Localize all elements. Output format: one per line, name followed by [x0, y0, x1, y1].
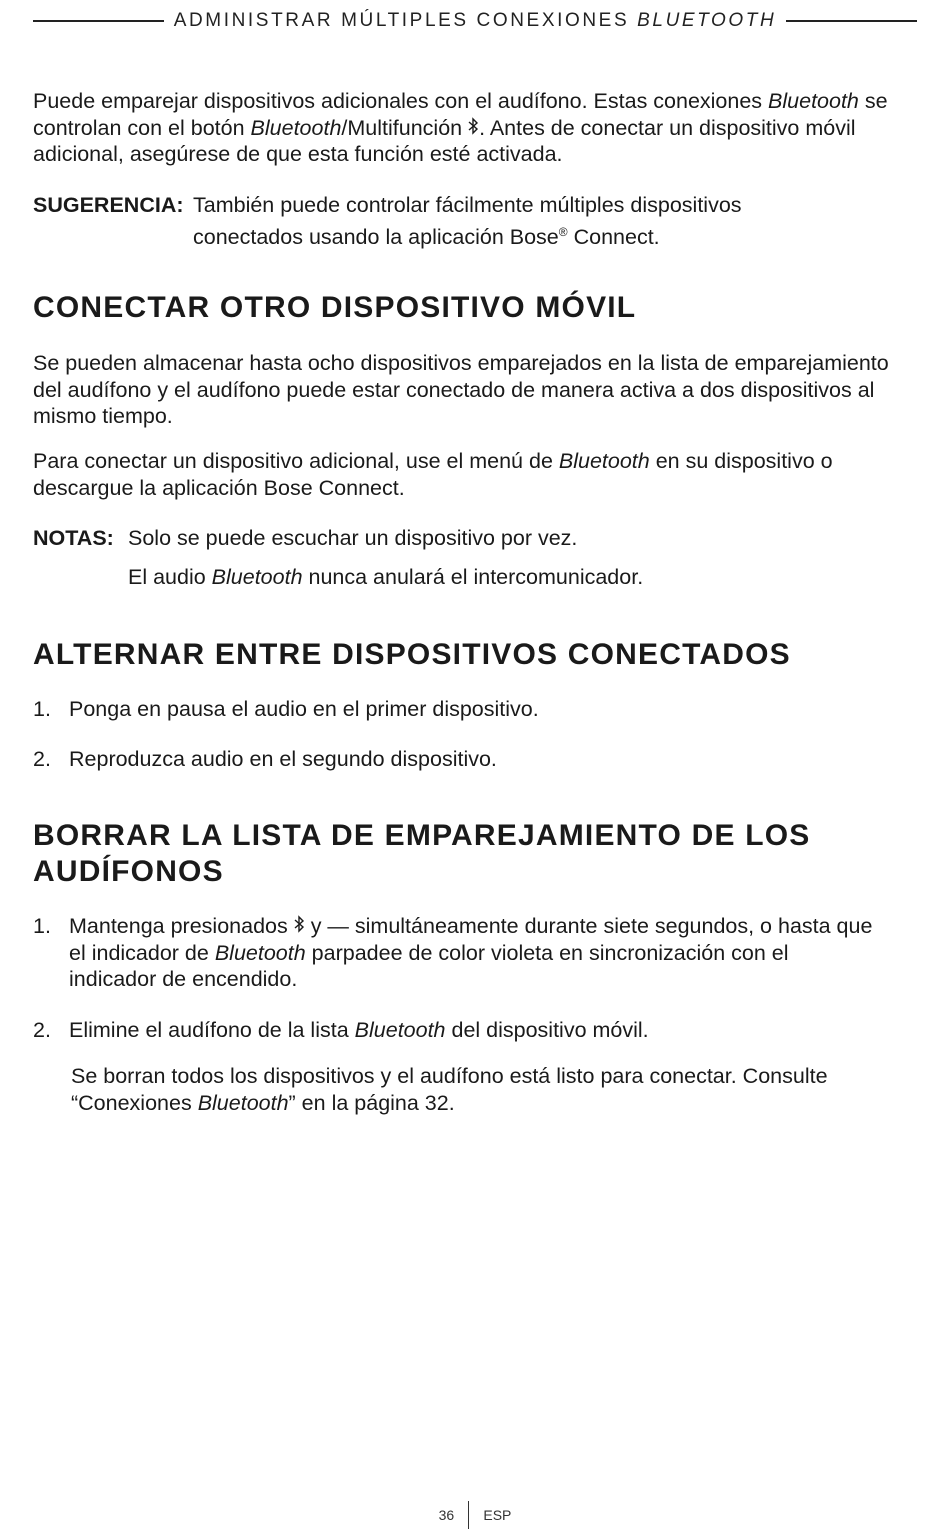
- bluetooth-icon: [294, 915, 305, 936]
- list-item: 2. Elimine el audífono de la lista Bluetooth del dispositivo móvil.: [33, 1018, 649, 1042]
- note-item: Solo se puede escuchar un dispositivo por vez.: [128, 526, 578, 550]
- page-header: [33, 8, 917, 34]
- list-item: 2. Reproduzca audio en el segundo dispositivo.: [33, 747, 497, 771]
- list-item: 1. Ponga en pausa el audio en el primer dispositivo.: [33, 697, 539, 721]
- bluetooth-icon: [468, 117, 479, 138]
- header-title-italic: BLUETOOTH: [637, 10, 777, 31]
- header-rule-left: [33, 20, 164, 22]
- list-item: 1. Mantenga presionados y — simultáneamente durante siete segundos, o hasta que el indicador de Bluetooth parpadee de color violeta en sincronización con el indicador de encendido.: [33, 914, 873, 991]
- intro-paragraph: Puede emparejar dispositivos adicionales con el audífono. Estas conexiones Bluetooth se controlan con el botón Bluetooth/Multifunción . Antes de conectar un dispositivo móvil adicional, asegúrese de que esta función esté activada.: [33, 89, 888, 166]
- header-title: [164, 10, 787, 32]
- section1-paragraph-2: Para conectar un dispositivo adicional, use el menú de Bluetooth en su dispositivo o descargue la aplicación Bose Connect.: [33, 449, 833, 500]
- notes-block: [33, 525, 917, 590]
- page-footer: [0, 1500, 950, 1530]
- notes-list: [128, 525, 643, 590]
- section1-paragraph-1: Se pueden almacenar hasta ocho dispositivos emparejados en la lista de emparejamiento del audífono y el audífono puede estar conectado de manera activa a dos dispositivos al mismo tiempo.: [33, 351, 889, 428]
- list-item-followup: Se borran todos los dispositivos y el audífono está listo para conectar. Consulte “Conexiones Bluetooth” en la página 32.: [71, 1064, 828, 1115]
- section-heading-switch: ALTERNAR ENTRE DISPOSITIVOS CONECTADOS: [33, 638, 791, 671]
- tip-label: SUGERENCIA:: [33, 193, 184, 217]
- header-title-main: ADMINISTRAR MÚLTIPLES CONEXIONES: [173, 10, 630, 31]
- footer-divider: [468, 1501, 469, 1529]
- section-heading-clear: BORRAR LA LISTA DE EMPAREJAMIENTO DE LOS AUDÍFONOS: [33, 819, 811, 888]
- language-code: ESP: [483, 1507, 512, 1523]
- page-number: 36: [438, 1507, 455, 1523]
- tip-text: También puede controlar fácilmente múltiples dispositivos conectados usando la aplicación Bose® Connect.: [193, 193, 742, 249]
- notes-label: NOTAS:: [33, 526, 114, 550]
- tip-block: [33, 192, 917, 250]
- section-heading-connect: CONECTAR OTRO DISPOSITIVO MÓVIL: [33, 291, 637, 324]
- header-rule-right: [786, 20, 917, 22]
- note-item: El audio Bluetooth nunca anulará el intercomunicador.: [128, 564, 644, 589]
